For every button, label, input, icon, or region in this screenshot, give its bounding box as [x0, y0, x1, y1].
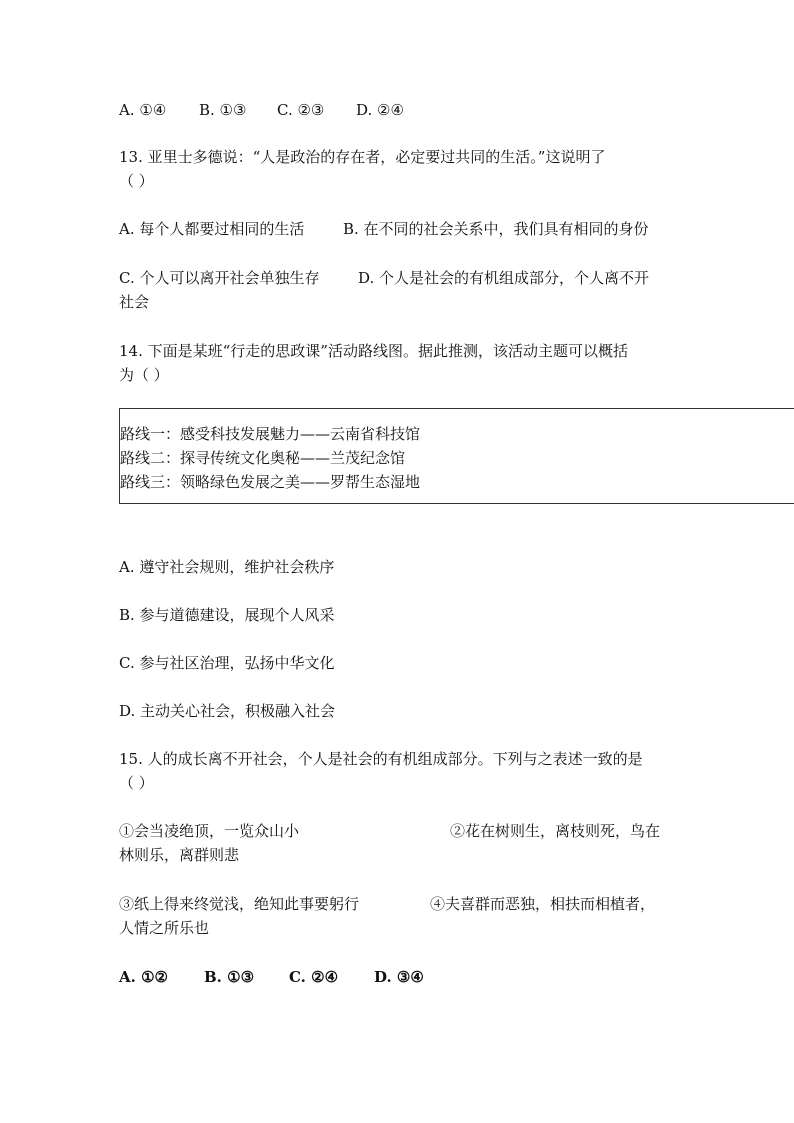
q13-option-a: A. 每个人都要过相同的生活 [119, 220, 305, 238]
q15-option-b: B. ①③ [204, 968, 255, 986]
q14-option-b: B. 参与道德建设，展现个人风采 [119, 606, 335, 624]
q14-option-c: C. 参与社区治理，弘扬中华文化 [119, 654, 335, 672]
q15-item-4-line1: ④夫喜群而恶独，相扶而相植者， [430, 895, 656, 913]
q14-route-2: 路线二：探寻传统文化奥秘——兰茂纪念馆 [120, 449, 406, 467]
q13-option-d-line1: D. 个人是社会的有机组成部分，个人离不开 [358, 269, 650, 287]
q14-route-box [119, 408, 794, 504]
q14-stem-line1: 14. 下面是某班“行走的思政课”活动路线图。据此推测，该活动主题可以概括 [119, 342, 628, 360]
q13-option-d-line2: 社会 [119, 293, 150, 311]
q15-items-row1 [119, 820, 660, 842]
q12-option-d: D. ②④ [356, 101, 404, 119]
q15-item-3: ③纸上得来终觉浅，绝知此事要躬行 [119, 895, 360, 913]
q13-stem-line2: （ ） [119, 172, 154, 190]
q14-route-3: 路线三：领略绿色发展之美——罗帮生态湿地 [120, 473, 421, 491]
q15-option-c: C. ②④ [289, 968, 339, 986]
q12-option-b: B. ①③ [199, 101, 247, 119]
q15-stem-line1: 15. 人的成长离不开社会，个人是社会的有机组成部分。下列与之表述一致的是 [119, 750, 643, 768]
q15-items-row2 [119, 893, 655, 915]
q15-item-4-line2: 人情之所乐也 [119, 919, 210, 937]
q15-item-1: ①会当凌绝顶，一览众山小 [119, 822, 300, 840]
q15-options-row [119, 966, 424, 988]
q14-stem-line2: 为（ ） [119, 366, 169, 384]
q14-route-1: 路线一：感受科技发展魅力——云南省科技馆 [120, 425, 421, 443]
q15-item-2-line2: 林则乐，离群则悲 [119, 846, 240, 864]
q15-option-a: A. ①② [119, 968, 168, 986]
q15-stem-line2: （ ） [119, 774, 154, 792]
q14-option-a: A. 遵守社会规则，维护社会秩序 [119, 558, 335, 576]
q13-option-b: B. 在不同的社会关系中，我们具有相同的身份 [343, 220, 649, 238]
q14-option-d: D. 主动关心社会，积极融入社会 [119, 702, 336, 720]
q13-stem-line1: 13. 亚里士多德说：“人是政治的存在者，必定要过共同的生活。”这说明了 [119, 148, 606, 166]
q12-option-a: A. ①④ [119, 101, 167, 119]
q15-item-2-line1: ②花在树则生，离枝则死，鸟在 [450, 822, 661, 840]
q13-option-c: C. 个人可以离开社会单独生存 [119, 269, 320, 287]
q12-option-c: C. ②③ [277, 101, 325, 119]
q12-options-row [119, 99, 404, 121]
q15-option-d: D. ③④ [374, 968, 424, 986]
q13-options-row2 [119, 267, 649, 289]
q13-options-row1 [119, 218, 649, 240]
